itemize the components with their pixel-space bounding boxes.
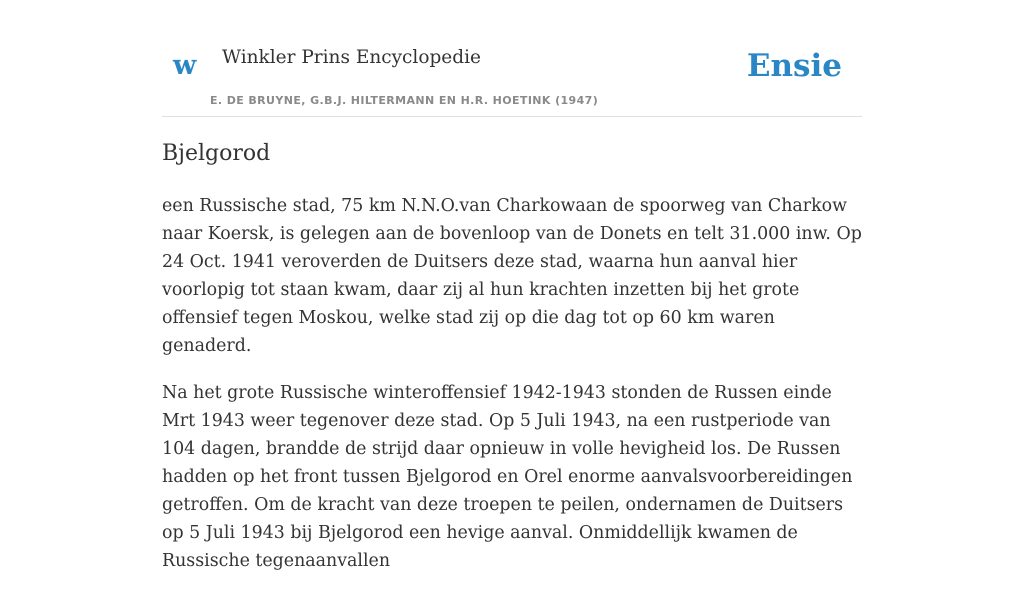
- article-paragraph: Na het grote Russische winteroffensief 1942-1943 stonden de Russen einde Mrt 1943 weer tegenover deze stad. Op 5 Juli 1943, na een rustperiode van 104 dagen, brandde de strijd daar opnieuw in volle hevigheid los. De Russen hadden op het front tussen Bjelgorod en Orel enorme aanvalsvoorbereidingen getroffen. Om de kracht van deze troepen te peilen, ondernamen de Duitsers op 5 Juli 1943 bij Bjelgorod een hevige aanval. Onmiddellijk kwamen de Russische tegenaanvallen: [162, 383, 853, 571]
- winkler-prins-logo[interactable]: w: [173, 50, 197, 81]
- source-title[interactable]: Winkler Prins Encyclopedie: [222, 47, 481, 68]
- header: [162, 0, 862, 117]
- article-paragraph: een Russische stad, 75 km N.N.O.van Charkowaan de spoorweg van Charkow naar Koersk, is gelegen aan de bovenloop van de Donets en telt 31.000 inw. Op 24 Oct. 1941 veroverden de Duitsers deze stad, waarna hun aanval hier voorlopig tot staan kwam, daar zij al hun krachten inzetten bij het grote offensief tegen Moskou, welke stad zij op die dag tot op 60 km waren genaderd.: [162, 196, 862, 356]
- page: [162, 0, 862, 571]
- article-body: [162, 192, 862, 594]
- ensie-brand-logo[interactable]: Ensie: [746, 48, 842, 84]
- authors-line: E. DE BRUYNE, G.B.J. HILTERMANN EN H.R. HOETINK (1947): [210, 94, 599, 107]
- article-title: Bjelgorod: [162, 141, 271, 166]
